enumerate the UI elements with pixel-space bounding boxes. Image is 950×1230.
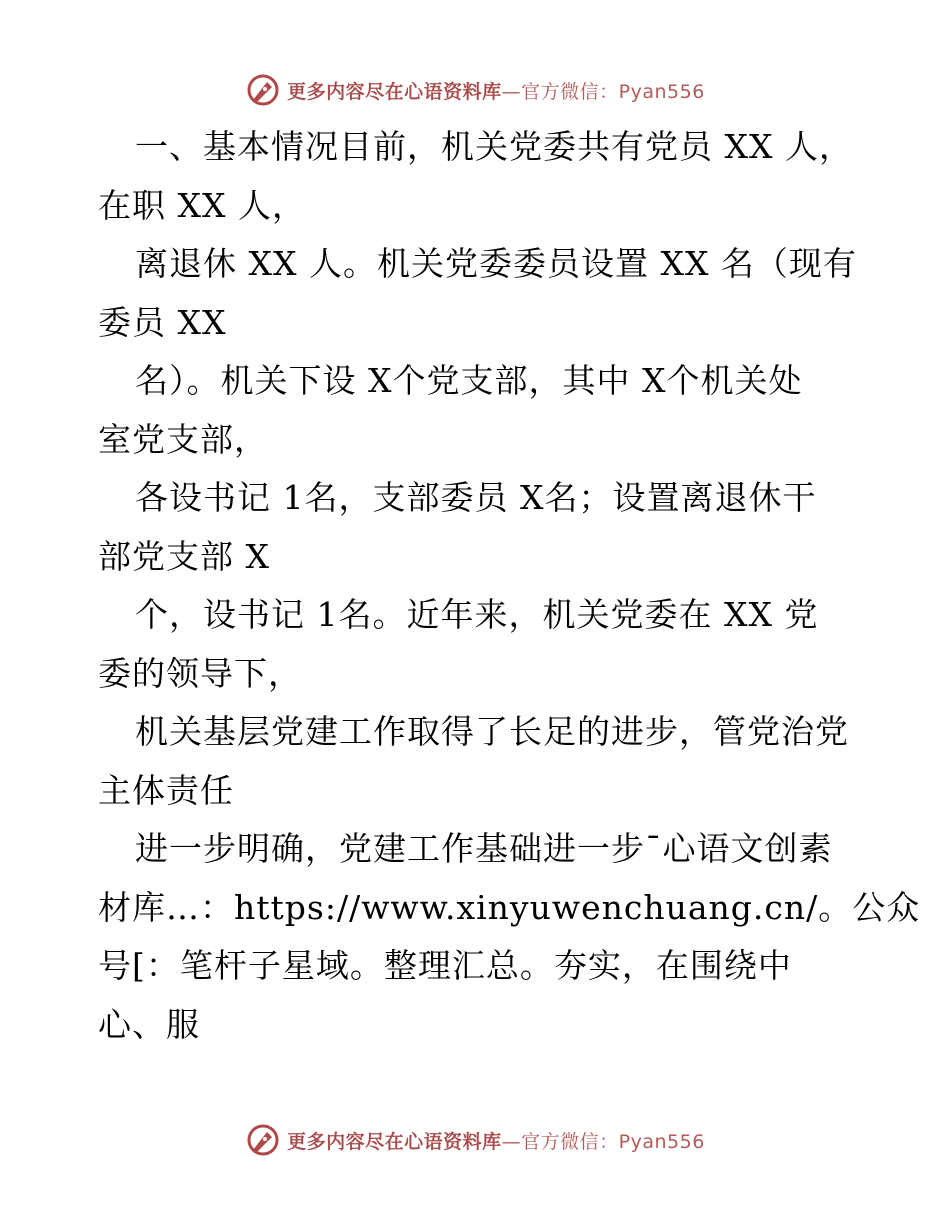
text-line: 号[：笔杆子星域。整理汇总。夯实，在围绕中 <box>98 946 792 985</box>
text-line: 委员 XX <box>98 302 227 342</box>
text-line: 个，设书记 1名。近年来，机关党委在 XX 党 <box>135 595 819 634</box>
header-contact-text: —官方微信：Pyan556 <box>501 80 705 103</box>
document-body <box>98 118 921 1054</box>
text-line: 室党支部， <box>98 419 268 459</box>
text-line: 主体责任 <box>98 770 234 810</box>
footer-watermark-text <box>287 1127 705 1154</box>
text-line: 委的领导下， <box>98 653 302 693</box>
header-brand-text: 更多内容尽在心语资料库 <box>287 80 502 103</box>
text-line: 名）。机关下设 X个党支部，其中 X个机关处 <box>135 361 803 400</box>
text-line: 在职 XX 人， <box>98 185 306 225</box>
text-line: 离退休 XX 人。机关党委委员设置 XX 名（现有 <box>135 244 857 283</box>
page-footer <box>0 1120 950 1160</box>
text-line: 各设书记 1名，支部委员 X名；设置离退休干 <box>135 478 817 517</box>
pen-nib-logo-icon <box>245 72 281 108</box>
pen-nib-logo-icon <box>245 1122 281 1158</box>
text-line: 一、基本情况目前，机关党委共有党员 XX 人， <box>135 127 853 166</box>
text-line: 部党支部 X <box>98 536 270 576</box>
text-line: 机关基层党建工作取得了长足的进步，管党治党 <box>135 712 849 751</box>
page-header <box>0 70 950 110</box>
text-line: 材库…：https://www.xinyuwenchuang.cn/。公众 <box>98 887 921 927</box>
text-line: 进一步明确，党建工作基础进一步¯心语文创素 <box>135 829 833 868</box>
header-watermark-text <box>287 77 705 104</box>
footer-brand-text: 更多内容尽在心语资料库 <box>287 1130 502 1153</box>
text-line: 心、服 <box>98 1004 200 1044</box>
footer-contact-text: —官方微信：Pyan556 <box>501 1130 705 1153</box>
